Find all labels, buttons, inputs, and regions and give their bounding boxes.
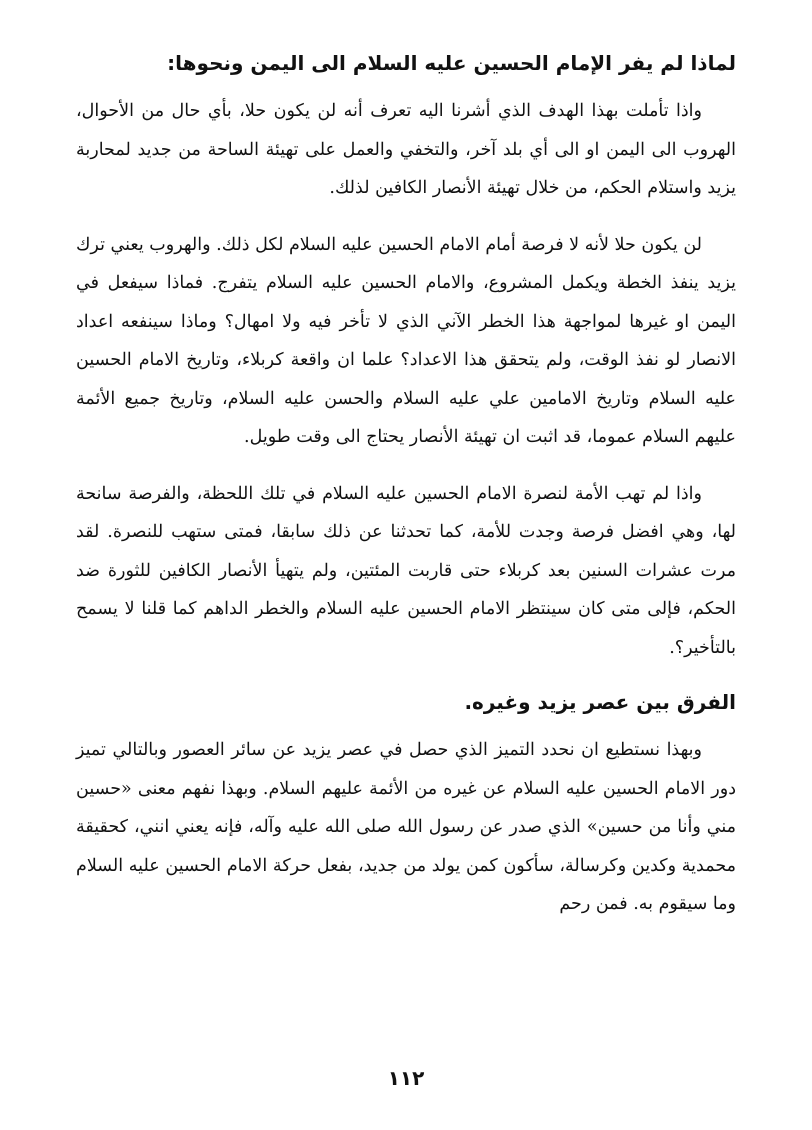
page-body: [76, 40, 736, 942]
paragraph: وبهذا نستطيع ان نحدد التميز الذي حصل في عصر يزيد عن سائر العصور وبالتالي تميز دور الامام الحسين عليه السلام عن غيره من الأئمة عليهم السلام. وبهذا نفهم معنى «حسين مني وأنا من حسين» الذي صدر عن رسول الله صلى الله عليه وآله، فإنه يعني انني، كحقيقة محمدية وكدين وكرسالة، سأكون كمن يولد من جديد، بفعل حركة الامام الحسين عليه السلام وما سيقوم به. فمن رحم: [76, 740, 736, 914]
paragraph: لن يكون حلا لأنه لا فرصة أمام الامام الحسين عليه السلام لكل ذلك. والهروب يعني ترك يزيد ينفذ الخطة ويكمل المشروع، والامام الحسين عليه السلام يتفرج. فماذا سيفعل في اليمن او غيرها لمواجهة هذا الخطر الآني الذي لا تأخر فيه ولا امهال؟ وماذا سينفعه اعداد الانصار لو نفذ الوقت، ولم يتحقق هذا الاعداد؟ علما ان واقعة كربلاء، وتاريخ الامام الحسين عليه السلام وتاريخ الامامين علي عليه السلام والحسن عليه السلام، وتاريخ جميع الأئمة عليهم السلام عموما، قد اثبت ان تهيئة الأنصار يحتاج الى وقت طويل.: [76, 234, 736, 447]
page-number: ١١٢: [387, 1066, 425, 1090]
section-heading-difference: الفرق بين عصر يزيد وغيره.: [464, 690, 736, 714]
paragraph: واذا لم تهب الأمة لنصرة الامام الحسين عليه السلام في تلك اللحظة، والفرصة سانحة لها، وهي افضل فرصة وجدت للأمة، كما تحدثنا عن ذلك سابقا، فمتى ستهب للنصرة. لقد مرت عشرات السنين بعد كربلاء حتى قاربت المئتين، ولم يتهيأ الأنصار الكافين للثورة ضد الحكم، فإلى متى كان سينتظر الامام الحسين عليه السلام والخطر الداهم كما قلنا لا يسمح بالتأخير؟.: [76, 483, 736, 658]
paragraph: واذا تأملت بهذا الهدف الذي أشرنا اليه تعرف أنه لن يكون حلا، بأي حال من الأحوال، الهروب الى اليمن او الى أي بلد آخر، والتخفي والعمل على تهيئة الساحة من جديد لمحاربة يزيد واستلام الحكم، من خلال تهيئة الأنصار الكافين لذلك.: [76, 101, 736, 198]
section-heading-flight: لماذا لم يفر الإمام الحسين عليه السلام الى اليمن ونحوها:: [167, 51, 736, 75]
